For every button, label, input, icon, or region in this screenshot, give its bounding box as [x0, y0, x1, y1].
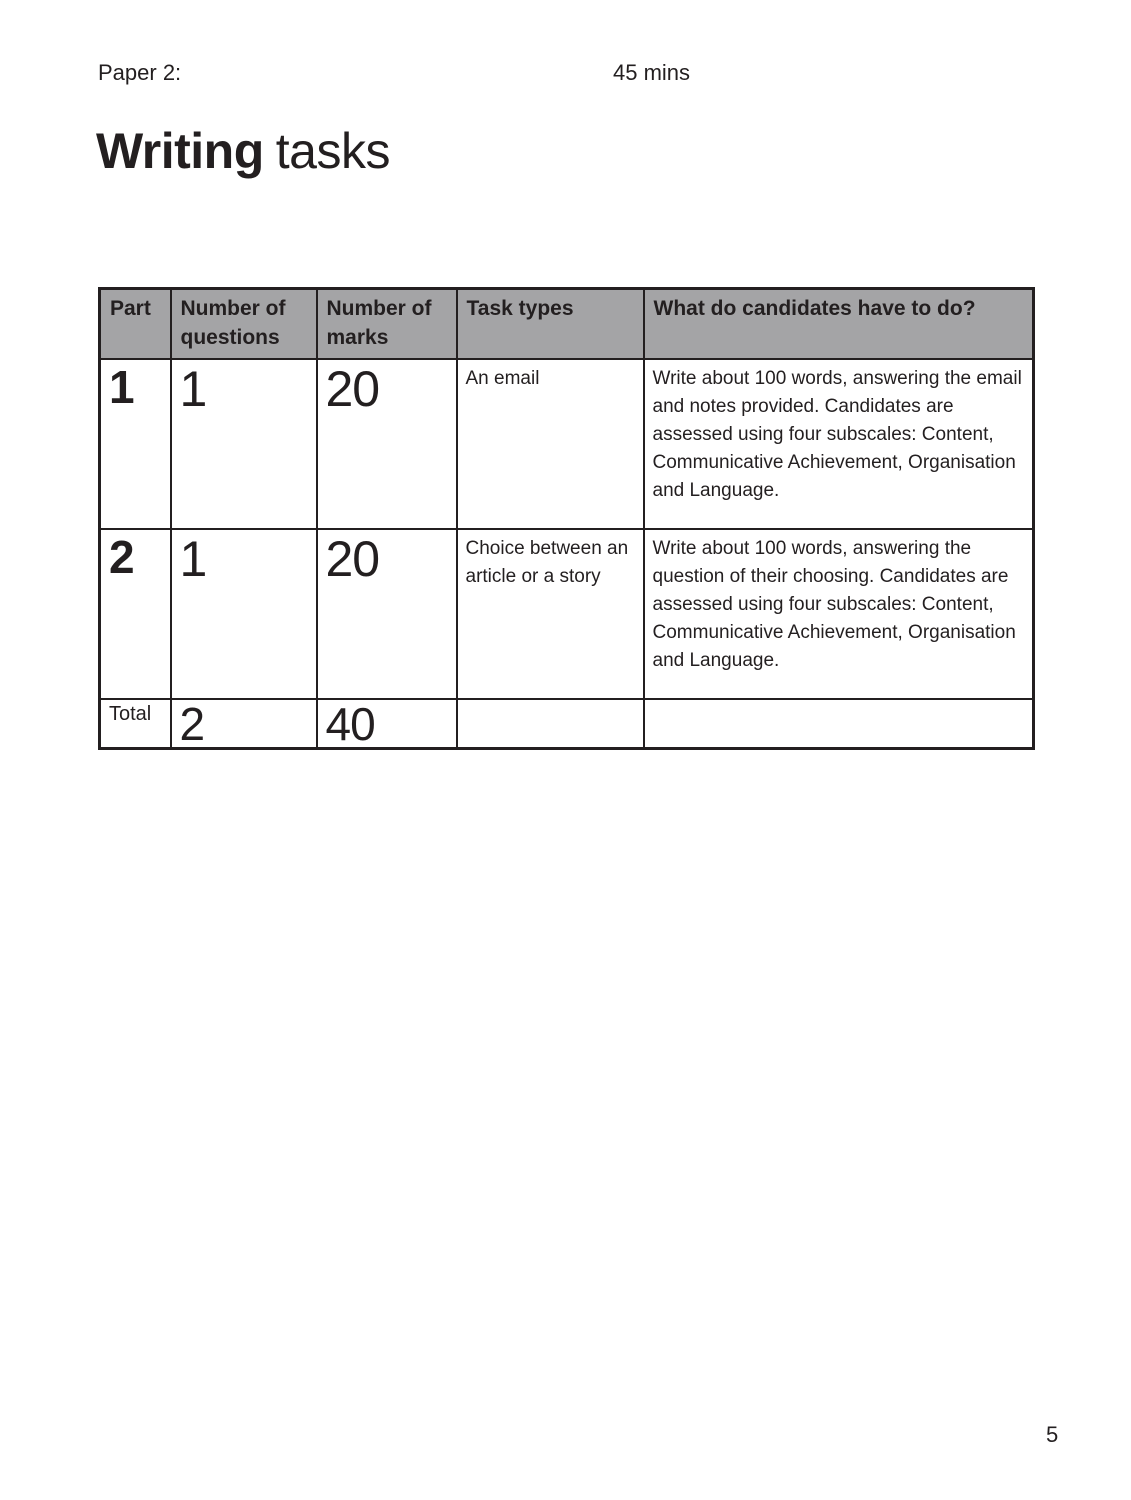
part-2-number: 2	[100, 529, 171, 699]
table-row-total	[100, 699, 1034, 749]
part-1-description: Write about 100 words, answering the email and notes provided. Candidates are assessed using four subscales: Content, Communicative Achievement, Organisation and Language.	[644, 359, 1034, 529]
part-2-questions-count: 1	[171, 529, 317, 699]
page-title-bold: Writing	[96, 123, 264, 179]
table-row-part-1	[100, 359, 1034, 529]
part-1-questions-count: 1	[171, 359, 317, 529]
total-questions-count: 2	[171, 699, 317, 749]
total-label: Total	[100, 699, 171, 749]
column-header-what-do-candidates-do: What do candidates have to do?	[644, 289, 1034, 359]
total-description-empty	[644, 699, 1034, 749]
part-2-marks-count: 20	[317, 529, 457, 699]
column-header-number-of-questions: Number of questions	[171, 289, 317, 359]
page-number: 5	[1046, 1422, 1059, 1447]
column-header-part: Part	[100, 289, 171, 359]
part-1-marks-count: 20	[317, 359, 457, 529]
paper-label: Paper 2:	[98, 60, 182, 85]
column-header-number-of-marks: Number of marks	[317, 289, 457, 359]
total-task-types-empty	[457, 699, 644, 749]
part-2-description: Write about 100 words, answering the question of their choosing. Candidates are assessed using four subscales: Content, Communicative Achievement, Organisation and Language.	[644, 529, 1034, 699]
page-title-regular: tasks	[275, 123, 390, 179]
part-1-task-types: An email	[457, 359, 644, 529]
part-2-task-types: Choice between an article or a story	[457, 529, 644, 699]
total-marks-count: 40	[317, 699, 457, 749]
page-title	[96, 124, 390, 179]
duration-label: 45 mins	[613, 60, 691, 85]
part-1-number: 1	[100, 359, 171, 529]
table-header-row	[100, 289, 1034, 359]
table-row-part-2	[100, 529, 1034, 699]
column-header-task-types: Task types	[457, 289, 644, 359]
writing-tasks-table	[98, 287, 1035, 750]
